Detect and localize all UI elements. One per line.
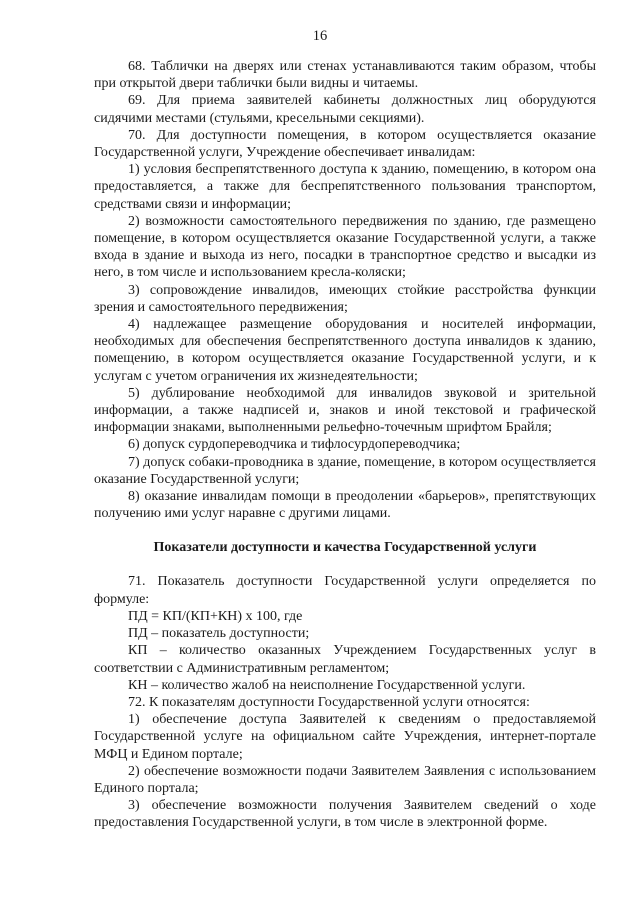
list-item-70-3: 3) сопровождение инвалидов, имеющих стойкие расстройства функции зрения и самостоятельного передвижения; [94,282,596,315]
page-content [94,58,596,832]
list-item-72-1: 1) обеспечение доступа Заявителей к сведениям о предоставляемой Государственной услуге на официальном сайте Учреждения, интернет-портале МФЦ и Едином портале; [94,712,596,762]
paragraph-71: 71. Показатель доступности Государственной услуги определяется по формуле: [94,574,596,607]
list-item-70-2: 2) возможности самостоятельного передвижения по зданию, где размещено помещение, в котором осуществляется оказание Государственной услуги, а также входа в здание и выхода из него, посадки в транспортное средство и высадки из него, в том числе и использованием кресла-коляски; [94,213,596,281]
list-item-72-2: 2) обеспечение возможности подачи Заявителем Заявления с использованием Единого портала; [94,763,596,796]
list-item-70-7: 7) допуск собаки-проводника в здание, помещение, в котором осуществляется оказание Государственной услуги; [94,454,596,487]
page-number: 16 [312,28,328,44]
formula-line: ПД = КП/(КП+КН) х 100, где [128,608,303,624]
formula-def-kp: КП – количество оказанных Учреждением Государственных услуг в соответствии с Административным регламентом; [94,643,596,676]
list-item-70-5: 5) дублирование необходимой для инвалидов звуковой и зрительной информации, а также надписей и, знаков и иной текстовой и графической информации знаками, выполненными рельефно-точечным шрифтом Брайля; [94,385,596,436]
paragraph-70: 70. Для доступности помещения, в котором осуществляется оказание Государственной услуги, Учреждение обеспечивает инвалидам: [94,127,596,161]
formula-def-kn: КН – количество жалоб на неисполнение Государственной услуги. [128,677,526,693]
list-item-70-1: 1) условия беспрепятственного доступа к зданию, помещению, в котором она предоставляется, а также для беспрепятственного пользования транспортом, средствами связи и информации; [94,162,596,212]
list-item-70-4: 4) надлежащее размещение оборудования и носителей информации, необходимых для обеспечения беспрепятственного доступа инвалидов к зданию, помещению, в котором осуществляется оказание Государственной услуги, и к услугам с учетом ограничения их жизнедеятельности; [94,317,596,384]
paragraph-68: 68. Таблички на дверях или стенах устанавливаются таким образом, чтобы при открытой двери таблички были видны и читаемы. [94,59,596,92]
formula-def-pd: ПД – показатель доступности; [128,626,310,642]
list-item-72-3: 3) обеспечение возможности получения Заявителем сведений о ходе предоставления Государственной услуги, в том числе в электронной форме. [94,798,596,831]
paragraph-69: 69. Для приема заявителей кабинеты должностных лиц оборудуются сидячими местами (стульями, кресельными секциями). [94,93,596,126]
list-item-70-6: 6) допуск сурдопереводчика и тифлосурдопереводчика; [128,437,461,453]
paragraph-72: 72. К показателям доступности Государственной услуги относятся: [128,694,530,710]
section-heading: Показатели доступности и качества Государственной услуги [153,540,537,556]
list-item-70-8: 8) оказание инвалидам помощи в преодолении «барьеров», препятствующих получению ими услуг наравне с другими лицами. [94,489,596,522]
